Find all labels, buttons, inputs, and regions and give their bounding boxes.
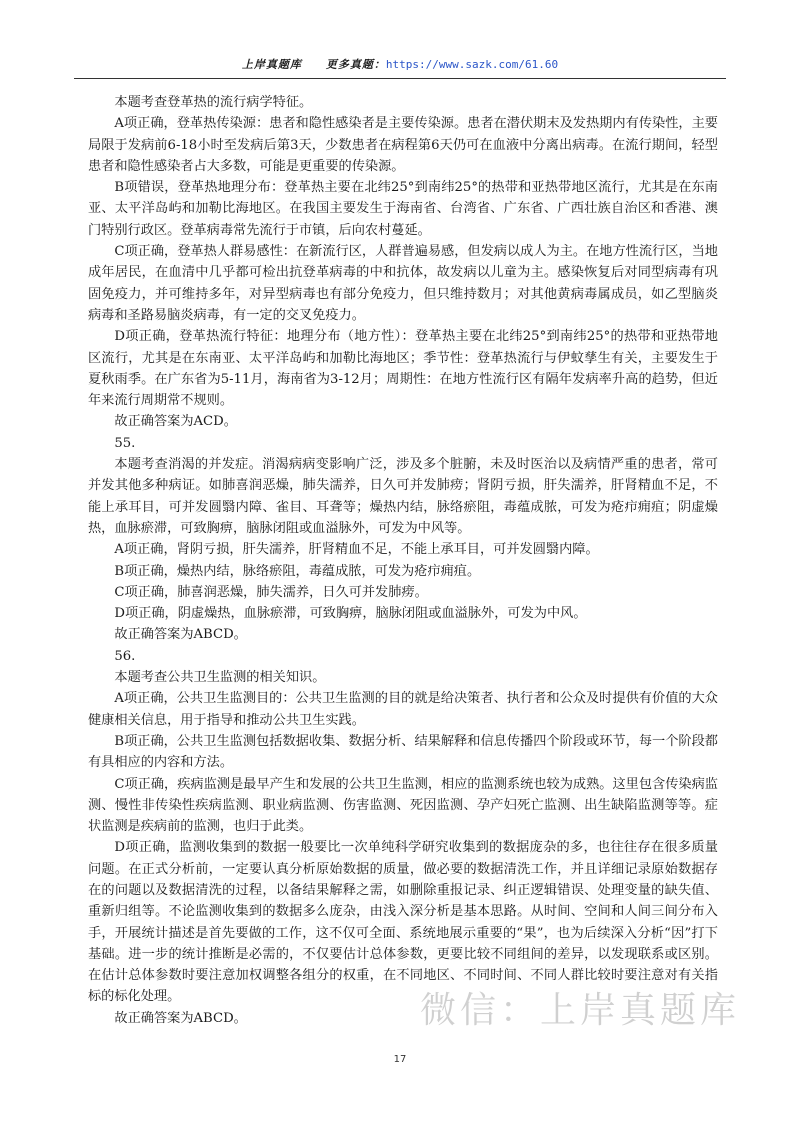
paragraph: 本题考查消渴的并发症。消渴病病变影响广泛，涉及多个脏腑，未及时医治以及病情严重的患者，常可并发其他多种病证。如肺喜润恶燥，肺失濡养，日久可并发肺痨；肾阴亏损，肝失濡养，肝肾精血不足，不能上承耳目，可并发圆翳内障、雀目、耳聋等；燥热内结，脉络瘀阻，毒蕴成脓，可发为疮疖痈疽；阴虚燥热，血脉瘀滞，可致胸痹，脑脉闭阻或血溢脉外，可发为中风等。 — [88, 457, 718, 536]
paragraph: C项正确，肺喜润恶燥，肺失濡养，日久可并发肺痨。 — [114, 584, 428, 600]
paragraph: A项正确，登革热传染源：患者和隐性感染者是主要传染源。患者在潜伏期末及发热期内有传染性，主要局限于发病前6-18小时至发病后第3天，少数患者在病程第6天仍可在血液中分离出病毒。在流行期间，轻型患者和隐性感染者占大多数，可能是更重要的传染源。 — [88, 116, 718, 174]
paragraph: B项正确，公共卫生监测包括数据收集、数据分析、结果解释和信息传播四个阶段或环节，每一个阶段都有具相应的内容和方法。 — [88, 733, 718, 771]
paragraph: 本题考查登革热的流行病学特征。 — [114, 95, 313, 110]
paragraph: A项正确，肾阴亏损，肝失濡养，肝肾精血不足，不能上承耳目，可并发圆翳内障。 — [114, 542, 599, 558]
paragraph: C项正确，登革热人群易感性：在新流行区，人群普遍易感，但发病以成人为主。在地方性流行区，当地成年居民，在血清中几乎都可检出抗登革病毒的中和抗体，故发病以儿童为主。感染恢复后对同型病毒有巩固免疫力，并可维持多年，对异型病毒也有部分免疫力，但只维持数月；对其他黄病毒属成员，如乙型脑炎病毒和圣路易脑炎病毒，有一定的交叉免疫力。 — [88, 244, 718, 323]
page-header — [0, 56, 800, 72]
question-number: 55. — [114, 435, 136, 451]
question-number: 56. — [114, 648, 136, 664]
paragraph: D项正确，监测收集到的数据一般要比一次单纯科学研究收集到的数据庞杂的多，也往往存在很多质量问题。在正式分析前，一定要认真分析原始数据的质量，做必要的数据清洗工作，并且详细记录原始数据存在的问题以及数据清洗的过程，以备结果解释之需，如删除重报记录、纠正逻辑错误、处理变量的缺失值、重新归组等。不论监测收集到的数据多么庞杂，由浅入深分析是基本思路。从时间、空间和人间三间分布入手，开展统计描述是首先要做的工作，这不仅可全面、系统地展示重要的“果”，也为后续深入分析“因”打下基础。进一步的统计推断是必需的，不仅要估计总体参数，更要比较不同组间的差异，以发现联系或区别。在估计总体参数时要注意加权调整各组分的权重，在不同地区、不同时间、不同人群比较时要注意对有关指标的标化处理。 — [88, 840, 718, 1005]
document-body — [88, 92, 718, 1029]
page-number: 17 — [393, 1054, 407, 1065]
answer-line: 故正确答案为ABCD。 — [114, 627, 247, 643]
header-url-link[interactable]: https://www.sazk.com/61.60 — [385, 58, 559, 71]
header-label: 上岸真题库 更多真题： — [241, 58, 386, 71]
paragraph: D项正确，登革热流行特征：地理分布（地方性）：登革热主要在北纬25°到南纬25°的热带和亚热带地区流行，尤其是在东南亚、太平洋岛屿和加勒比海地区；季节性：登革热流行与伊蚊孳生有关，主要发生于夏秋雨季。在广东省为5-11月，海南省为3-12月；周期性：在地方性流行区有隔年发病率升高的趋势，但近年来流行周期常不规则。 — [88, 329, 718, 409]
paragraph: D项正确，阴虚燥热，血脉瘀滞，可致胸痹，脑脉闭阻或血溢脉外，可发为中风。 — [114, 606, 587, 622]
paragraph: A项正确，公共卫生监测目的：公共卫生监测的目的就是给决策者、执行者和公众及时提供有价值的大众健康相关信息，用于指导和推动公共卫生实践。 — [88, 691, 718, 728]
paragraph: B项错误，登革热地理分布：登革热主要在北纬25°到南纬25°的热带和亚热带地区流行，尤其是在东南亚、太平洋岛屿和加勒比海地区。在我国主要发生于海南省、台湾省、广东省、广西壮族自治区和香港、澳门特别行政区。登革病毒常先流行于市镇，后向农村蔓延。 — [88, 180, 718, 238]
answer-line: 故正确答案为ACD。 — [114, 414, 237, 430]
paragraph: C项正确，疾病监测是最早产生和发展的公共卫生监测，相应的监测系统也较为成熟。这里包含传染病监测、慢性非传染性疾病监测、职业病监测、伤害监测、死因监测、孕产妇死亡监测、出生缺陷监测等等。症状监测是疾病前的监测，也归于此类。 — [88, 776, 718, 835]
answer-line: 故正确答案为ABCD。 — [114, 1010, 247, 1026]
paragraph: 本题考查公共卫生监测的相关知识。 — [114, 670, 326, 686]
paragraph: B项正确，燥热内结，脉络瘀阻，毒蕴成脓，可发为疮疖痈疽。 — [114, 563, 481, 579]
watermark: 微信：上岸真题库 — [420, 990, 741, 1031]
header-divider — [74, 78, 726, 79]
